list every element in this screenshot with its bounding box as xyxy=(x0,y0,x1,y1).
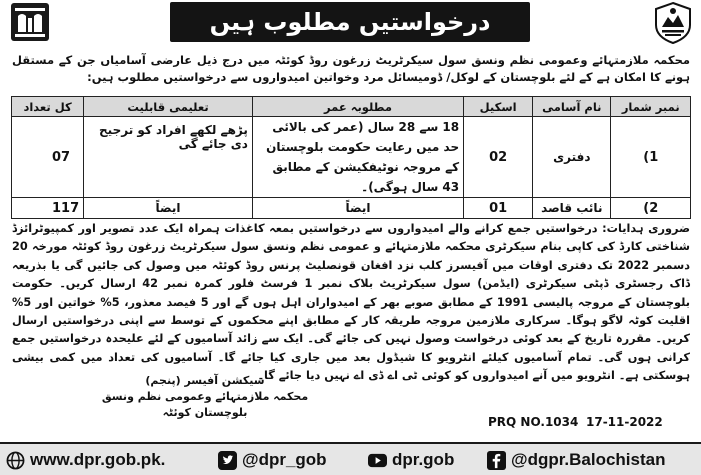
table-row xyxy=(12,117,691,198)
footer-website[interactable] xyxy=(6,450,165,470)
cell-serial: 1) xyxy=(611,117,691,198)
youtube-handle: dpr.gob xyxy=(392,450,455,469)
intro-paragraph: محکمہ ملازمتہائے وعمومی نظم ونسق سول سیکرٹریٹ زرغون روڈ کوئٹہ میں درج ذیل عارضی آسامیاں جن کے مستقل ہونے کا امکان ہے کے لئے بلوچستان کے لوکل/ ڈومیسائل مرد وخواتین امیدواروں سے درخواستیں مطلوب ہیں: xyxy=(12,53,690,84)
cell-scale: 01 xyxy=(464,198,533,219)
twitter-handle: @dpr_gob xyxy=(242,450,327,469)
header-qualification: تعلیمی قابلیت xyxy=(84,97,253,117)
website-label: www.dpr.gob.pk. xyxy=(30,450,166,469)
header-scale: اسکیل xyxy=(464,97,533,117)
cell-serial: 2) xyxy=(611,198,691,219)
cell-post: دفتری xyxy=(533,117,611,198)
footer xyxy=(0,442,701,475)
dpr-logo xyxy=(10,2,50,42)
cell-total: 117 xyxy=(12,198,84,219)
cell-post: نائب قاصد xyxy=(533,198,611,219)
page-title: درخواستیں مطلوب ہیں xyxy=(170,2,530,42)
issue-date: 17-11-2022 xyxy=(586,415,663,429)
signature-block xyxy=(90,373,320,421)
signature-title: سیکشن آفیسر (پنجم) xyxy=(145,374,265,387)
cell-age: 18 سے 28 سال (عمر کی بالائی حد میں رعایت حکومت بلوچستان کے مروجہ نوٹیفکیشن کے مطابق 43 سال ہوگی)۔ xyxy=(252,117,463,198)
instructions-paragraph: ضروری ہدایات: درخواستیں جمع کرانے والے امیدواروں سے درخواستیں بمعہ کاغذات ہمراہ ایک عدد تصویر اور کمپیوٹرائزڈ شناختی کارڈ کی کاپی بنام سیکرٹری محکمہ ملازمتہائے و عمومی نظم ونسق سول سیکرٹریٹ زرغون روڈ کوئٹہ مورخہ 20 دسمبر 2022 تک دفتری اوقات میں آفیسرز کلب نزد افغان قونصلیٹ پرنس روڈ کوئٹہ میں وصول کی جائیں گی یا بذریعہ ڈاک رجسٹری ڈپٹی سیکرٹری (ایڈمن) سول سیکرٹریٹ بلاک نمبر 1 فرسٹ فلور کمرہ نمبر 42 ارسال کریں۔ حکومت بلوچستان کے مروجہ پالیسی 1991 کے مطابق صوبے بھر کے امیدواران اہل ہوں گے اور 5 فیصد معذور، 5% خواتین اور 5% اقلیت کوٹہ لاگو ہوگا۔ سرکاری ملازمین مروجہ طریقہ کار کے مطابق اپنے محکموں کے توسط سے اپنی درخواستیں ارسال کریں۔ مقررہ تاریخ کے بعد کوئی درخواست وصول نہیں کی جائے گی۔ ایک سے زائد آسامیوں کے لئے علیحدہ درخواستیں جمع کرانی ہوں گی۔ تمام آسامیوں کیلئے انٹرویو کا شیڈول بعد میں جاری کیا جائے گا۔ آسامیوں کی تعداد میں کمی بیشی ہوسکتی ہے۔ انٹرویو میں آنے امیدواروں کو کوئی ٹی اے ڈی اے نہیں دیا جائے گا۔ xyxy=(12,222,690,383)
prq-number: PRQ NO.1034 xyxy=(488,415,579,429)
header-post: نام آسامی xyxy=(533,97,611,117)
table-header-row xyxy=(12,97,691,117)
header xyxy=(0,0,701,48)
cell-scale: 02 xyxy=(464,117,533,198)
twitter-icon xyxy=(218,451,237,470)
posts-table xyxy=(11,96,691,219)
government-emblem xyxy=(653,1,693,45)
cell-total: 07 xyxy=(12,117,84,198)
globe-icon xyxy=(6,451,25,470)
facebook-handle: @dgpr.Balochistan xyxy=(511,450,666,469)
footer-facebook[interactable] xyxy=(487,450,666,470)
footer-youtube[interactable] xyxy=(368,450,454,470)
cell-age: ایضاً xyxy=(252,198,463,219)
signature-department: محکمہ ملازمتہائے وعمومی نظم ونسق بلوچستان کوئٹہ xyxy=(101,390,309,419)
youtube-icon xyxy=(368,451,387,470)
footer-twitter[interactable] xyxy=(218,450,327,470)
table-row xyxy=(12,198,691,219)
header-age: مطلوبہ عمر xyxy=(252,97,463,117)
cell-qualification: پڑھے لکھے افراد کو ترجیح دی جائے گی xyxy=(84,117,253,198)
cell-qualification: ایضاً xyxy=(84,198,253,219)
facebook-icon xyxy=(487,451,506,470)
header-serial: نمبر شمار xyxy=(611,97,691,117)
header-total: کل تعداد xyxy=(12,97,84,117)
